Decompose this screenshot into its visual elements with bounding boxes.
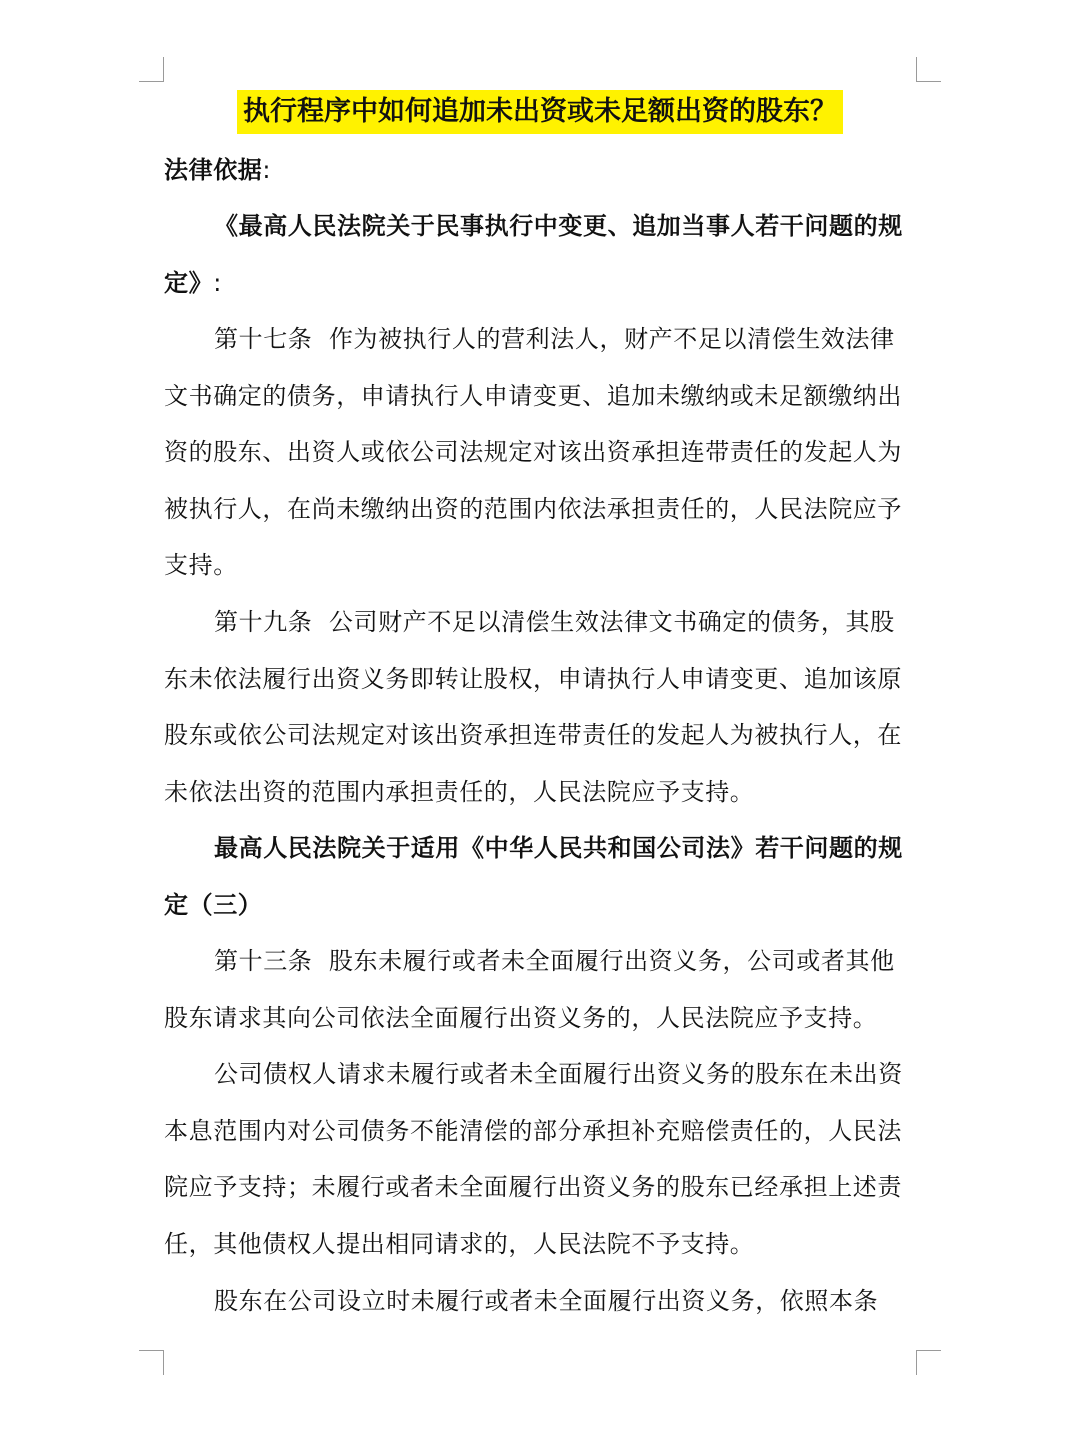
regulation-2-name: 最高人民法院关于适用《中华人民共和国公司法》若干问题的规定（三） xyxy=(164,834,903,919)
legal-basis-colon: : xyxy=(262,156,272,184)
document-title: 执行程序中如何追加未出资或未足额出资的股东？ xyxy=(237,90,843,134)
article-17-paragraph xyxy=(164,311,916,594)
article-13-paragraph-2: 公司债权人请求未履行或者未全面履行出资义务的股东在未出资本息范围内对公司债务不能清偿的部分承担补充赔偿责任的，人民法院应予支持；未履行或者未全面履行出资义务的股东已经承担上述责任，其他债权人提出相同请求的，人民法院不予支持。 xyxy=(164,1060,903,1258)
legal-basis-label: 法律依据 xyxy=(164,156,263,184)
crop-mark-bottom-left xyxy=(139,1350,164,1375)
article-13-paragraph-3: 股东在公司设立时未履行或者未全面履行出资义务，依照本条 xyxy=(214,1287,879,1315)
article-13-label: 第十三条 xyxy=(214,947,313,975)
article-13-paragraph xyxy=(164,933,916,1046)
title-wrapper xyxy=(164,90,916,134)
crop-mark-top-left xyxy=(139,57,164,82)
article-19-text: 公司财产不足以清偿生效法律文书确定的债务，其股东未依法履行出资义务即转让股权，申请执行人申请变更、追加该原股东或依公司法规定对该出资承担连带责任的发起人为被执行人，在未依法出资的范围内承担责任的，人民法院应予支持。 xyxy=(164,608,902,806)
article-17-label: 第十七条 xyxy=(214,325,313,353)
legal-basis-heading xyxy=(164,142,916,199)
crop-mark-bottom-right xyxy=(916,1350,941,1375)
article-17-text: 作为被执行人的营利法人，财产不足以清偿生效法律文书确定的债务，申请执行人申请变更、追加未缴纳或未足额缴纳出资的股东、出资人或依公司法规定对该出资承担连带责任的发起人为被执行人，在尚未缴纳出资的范围内依法承担责任的，人民法院应予支持。 xyxy=(164,325,902,580)
article-19-label: 第十九条 xyxy=(214,608,313,636)
regulation-1-title xyxy=(164,198,916,311)
regulation-1-colon: : xyxy=(213,268,222,297)
crop-mark-top-right xyxy=(916,57,941,82)
regulation-1-name: 《最高人民法院关于民事执行中变更、追加当事人若干问题的规定》 xyxy=(164,212,903,297)
article-13-text: 股东未履行或者未全面履行出资义务，公司或者其他股东请求其向公司依法全面履行出资义务的，人民法院应予支持。 xyxy=(164,947,895,1032)
article-19-paragraph xyxy=(164,594,916,820)
regulation-2-title xyxy=(164,820,916,933)
